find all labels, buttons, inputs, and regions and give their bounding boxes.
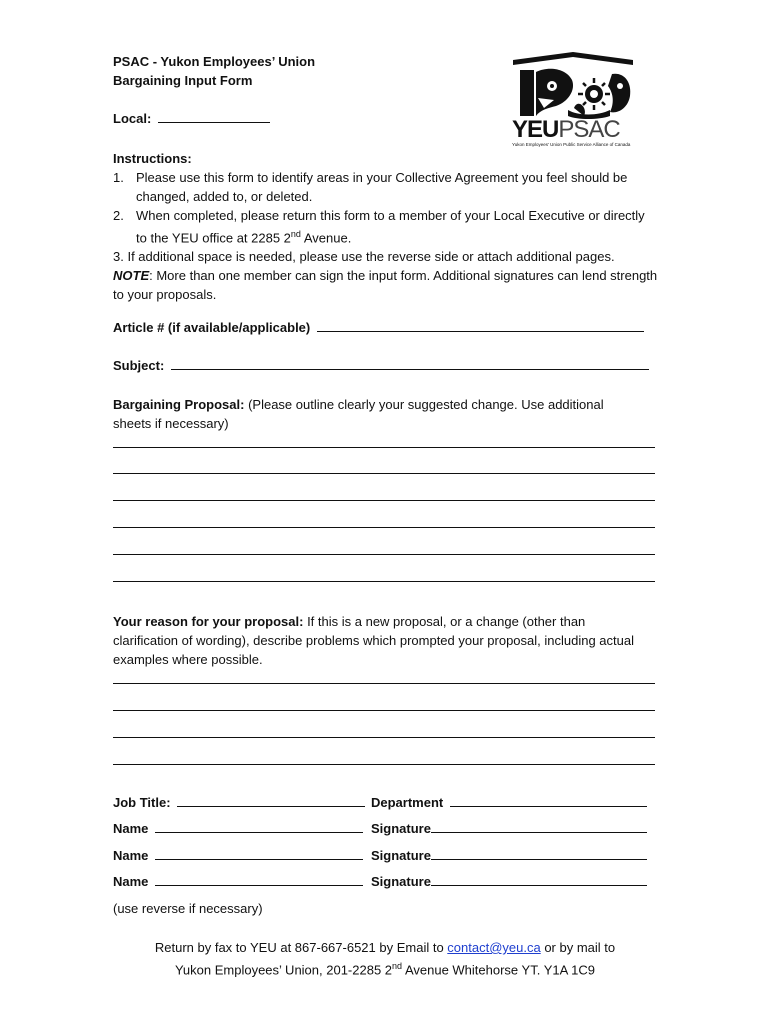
signature-label: Signature [371, 874, 431, 889]
signature-label: Signature [371, 848, 431, 863]
department-blank[interactable] [450, 795, 647, 807]
subject-field[interactable] [113, 358, 649, 373]
job-title-blank[interactable] [177, 795, 365, 807]
reason-hint: If this is a new proposal, or a change (other than clarification of wording), describe problems which prompted your proposal, including actual examples where possible. [113, 614, 634, 667]
note-text: : More than one member can sign the input form. Additional signatures can lend strength to your proposals. [113, 268, 658, 303]
note [113, 266, 658, 304]
note-label: NOTE [113, 268, 150, 284]
signature-field[interactable] [371, 821, 647, 836]
instructions [113, 149, 658, 304]
proposal-label: Bargaining Proposal: [113, 397, 245, 412]
proposal-line[interactable] [113, 527, 655, 528]
name-label: Name [113, 848, 149, 863]
proposal-hint: (Please outline clearly your suggested change. Use additional sheets if necessary) [113, 397, 604, 431]
proposal-section [113, 395, 633, 433]
footer-line-2: Yukon Employees’ Union, 201-2285 2nd Avenue Whitehorse YT. Y1A 1C9 [174, 961, 596, 978]
job-title-field[interactable] [113, 795, 365, 810]
department-field[interactable] [371, 795, 647, 810]
org-name: PSAC - Yukon Employees’ Union [113, 54, 316, 69]
logo-yeu: YEU [512, 116, 559, 143]
signature-blank[interactable] [431, 848, 647, 860]
yeu-psac-logo [508, 50, 638, 150]
reason-line[interactable] [113, 710, 655, 711]
reason-line[interactable] [113, 683, 655, 684]
article-label: Article # (if available/applicable) [113, 320, 311, 335]
instruction-item: 2. When completed, please return this form to a member of your Local Executive or directly to the YEU office at 2285 2nd Avenue. [113, 208, 645, 246]
article-field[interactable] [113, 320, 644, 335]
name-field[interactable] [113, 821, 363, 836]
signature-field[interactable] [371, 848, 647, 863]
instruction-item: 3. If additional space is needed, please use the reverse side or attach additional pages. [113, 249, 615, 265]
reason-section [113, 612, 643, 669]
proposal-line[interactable] [113, 473, 655, 474]
name-field[interactable] [113, 874, 363, 889]
article-blank[interactable] [317, 320, 644, 332]
name-field[interactable] [113, 848, 363, 863]
instructions-heading: Instructions: [113, 151, 192, 166]
name-blank[interactable] [155, 874, 363, 886]
reason-line[interactable] [113, 737, 655, 738]
signature-blank[interactable] [431, 874, 647, 886]
department-label: Department [371, 795, 444, 810]
signature-blank[interactable] [431, 821, 647, 833]
subject-label: Subject: [113, 358, 165, 373]
footer-line-1: Return by fax to YEU at 867-667-6521 by Email to contact@yeu.ca or by mail to [154, 940, 616, 955]
name-label: Name [113, 821, 149, 836]
local-label: Local: [113, 111, 152, 126]
proposal-line[interactable] [113, 500, 655, 501]
signature-label: Signature [371, 821, 431, 836]
logo-tagline: Yukon Employees' Union Public Service Alliance of Canada [512, 142, 631, 147]
instruction-item: 1. Please use this form to identify areas in your Collective Agreement you feel should be changed, added to, or deleted. [113, 170, 628, 204]
name-label: Name [113, 874, 149, 889]
signature-field[interactable] [371, 874, 647, 889]
proposal-line[interactable] [113, 581, 655, 582]
local-blank[interactable] [158, 111, 270, 123]
subject-blank[interactable] [171, 358, 649, 370]
footer [0, 938, 770, 979]
name-blank[interactable] [155, 848, 363, 860]
name-blank[interactable] [155, 821, 363, 833]
reason-label: Your reason for your proposal: [113, 614, 304, 629]
local-field[interactable] [113, 111, 270, 126]
proposal-line[interactable] [113, 554, 655, 555]
job-title-label: Job Title: [113, 795, 171, 810]
logo-psac: PSAC [558, 116, 620, 143]
proposal-line[interactable] [113, 447, 655, 448]
reason-line[interactable] [113, 764, 655, 765]
email-link[interactable]: contact@yeu.ca [447, 940, 541, 955]
form-title: Bargaining Input Form [113, 73, 253, 88]
reverse-note: (use reverse if necessary) [113, 901, 263, 916]
